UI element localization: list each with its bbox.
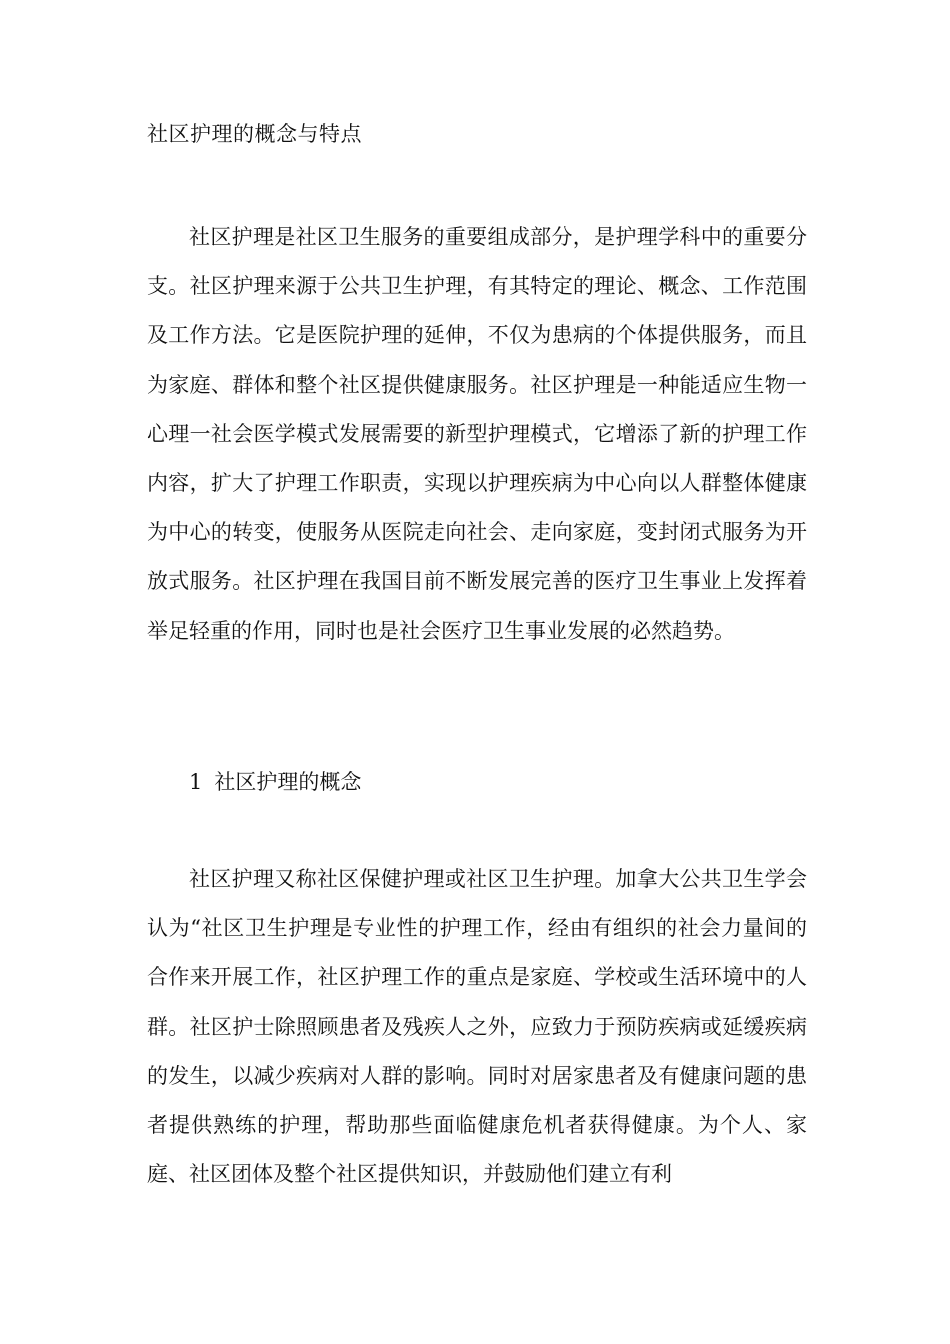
section-heading [189,766,361,798]
section-paragraph: 社区护理又称社区保健护理或社区卫生护理。加拿大公共卫生学会认为“社区卫生护理是专业性的护理工作，经由有组织的社会力量间的合作来开展工作，社区护理工作的重点是家庭、学校或生活环境中的人群。社区护士除照顾患者及残疾人之外，应致力于预防疾病或延缓疾病的发生，以减少疾病对人群的影响。同时对居家患者及有健康问题的患者提供熟练的护理，帮助那些面临健康危机者获得健康。为个人、家庭、社区团体及整个社区提供知识，并鼓励他们建立有利 [147,867,807,1187]
document-title: 社区护理的概念与特点 [147,122,362,146]
section-number: 1 [189,770,203,794]
section-title: 社区护理的概念 [214,770,362,794]
intro-paragraph: 社区护理是社区卫生服务的重要组成部分，是护理学科中的重要分支。社区护理来源于公共卫生护理，有其特定的理论、概念、工作范围及工作方法。它是医院护理的延伸，不仅为患病的个体提供服务，而且为家庭、群体和整个社区提供健康服务。社区护理是一种能适应生物一心理一社会医学模式发展需要的新型护理模式，它增添了新的护理工作内容，扩大了护理工作职责，实现以护理疾病为中心向以人群整体健康为中心的转变，使服务从医院走向社会、走向家庭，变封闭式服务为开放式服务。社区护理在我国目前不断发展完善的医疗卫生事业上发挥着举足轻重的作用，同时也是社会医疗卫生事业发展的必然趋势。 [147,225,807,643]
